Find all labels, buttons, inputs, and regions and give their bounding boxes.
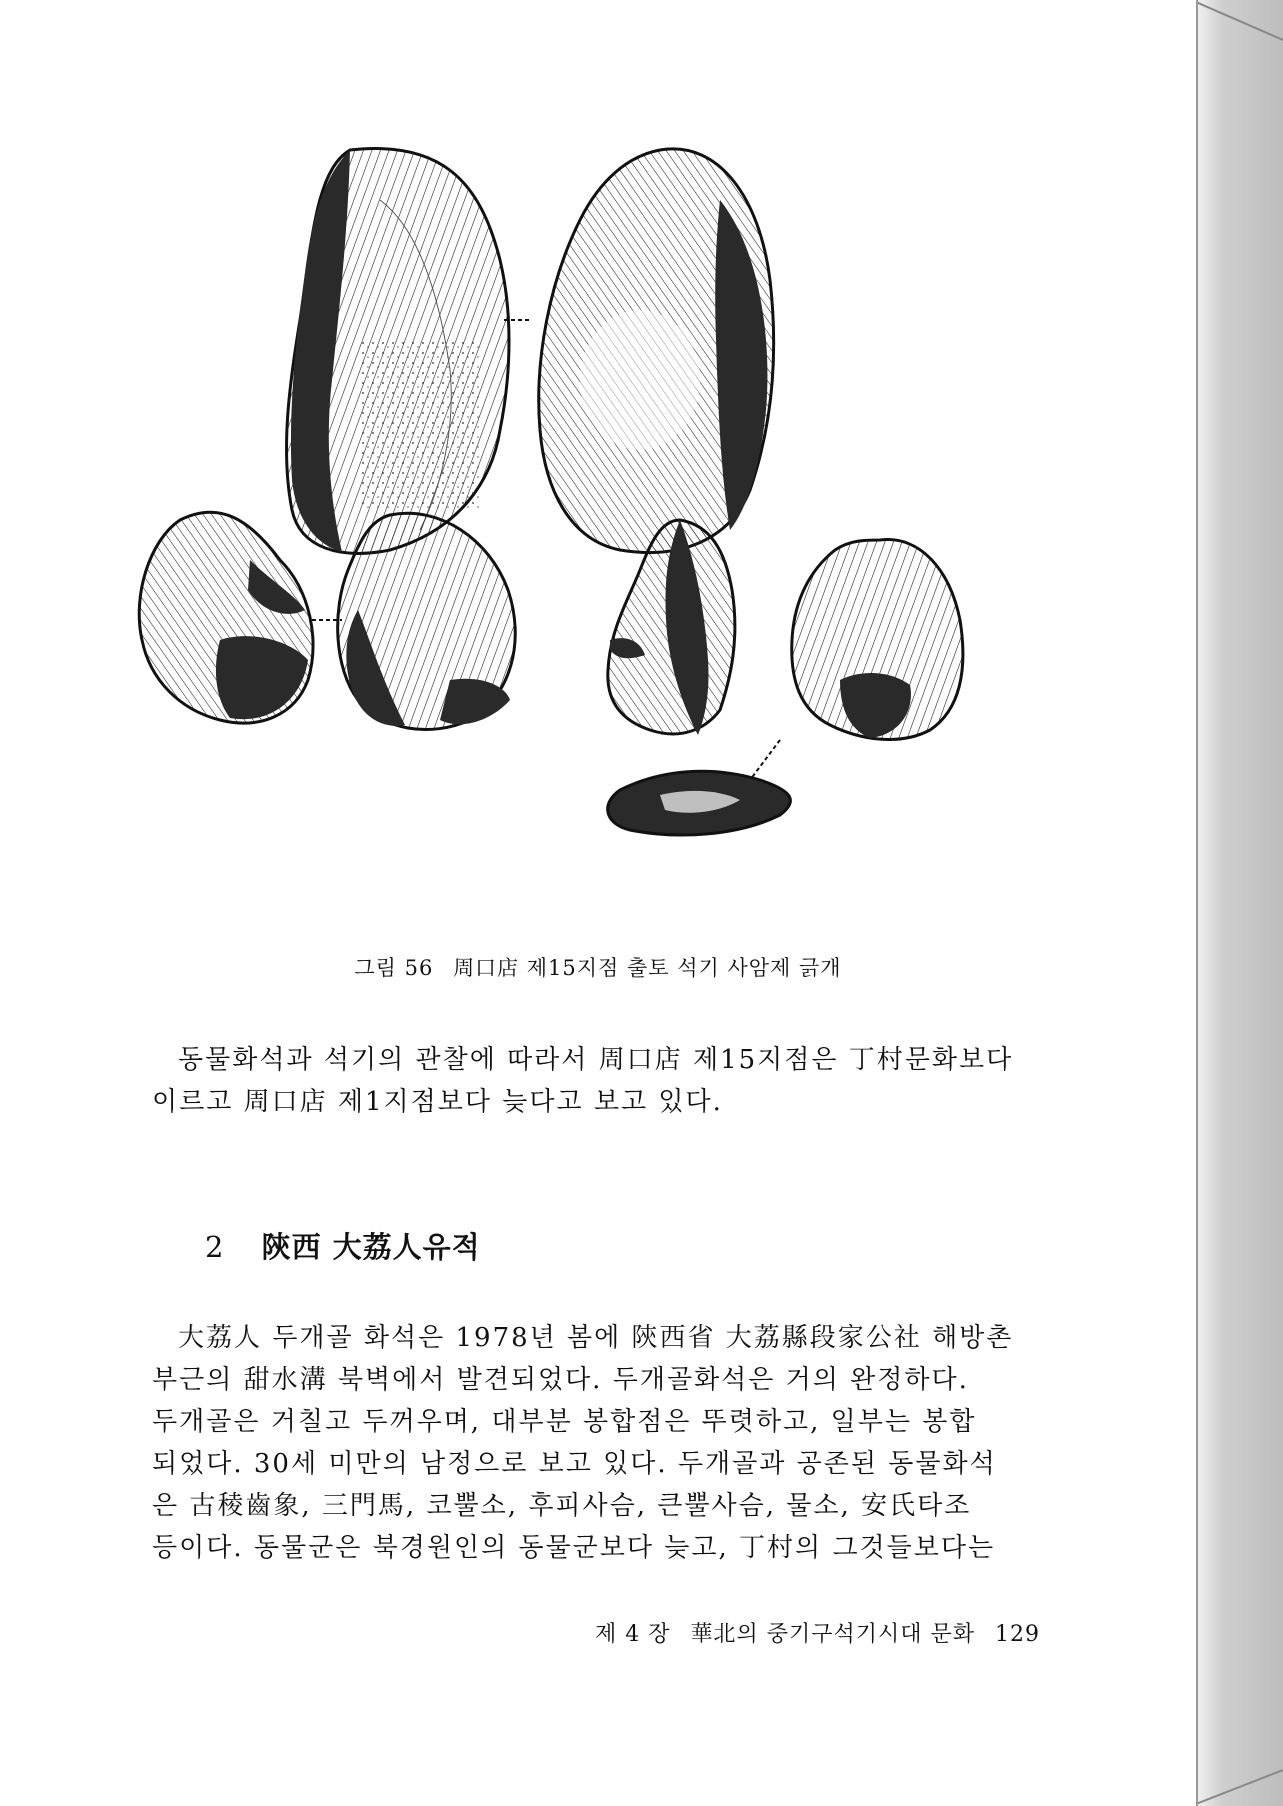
paragraph-line: 부근의 甜水溝 북벽에서 발견되었다. 두개골화석은 거의 완정하다. [152,1365,969,1395]
page-number: 129 [995,1622,1040,1647]
stone-tools-illustration [120,140,1080,920]
running-footer [520,1617,1040,1648]
paragraph-1 [152,1039,1052,1123]
figure-caption [0,952,1196,982]
paragraph-line: 되었다. 30세 미만의 남정으로 보고 있다. 두개골과 공존된 동물화석 [152,1449,997,1479]
paragraph-line: 동물화석과 석기의 관찰에 따라서 周口店 제15지점은 丁村문화보다 [178,1045,1014,1075]
footer-chapter: 제 4 장 [594,1622,671,1647]
section-heading [205,1225,481,1266]
paragraph-line: 두개골은 거칠고 두꺼우며, 대부분 봉합점은 뚜렷하고, 일부는 봉합 [152,1407,977,1437]
scraper-large-left [287,148,509,553]
paragraph-line: 이르고 周口店 제1지점보다 늦다고 보고 있다. [152,1087,723,1117]
scraper-small-2 [338,513,516,729]
figure-label: 그림 56 [354,956,434,980]
paragraph-line: 은 古稜齒象, 三門馬, 코뿔소, 후피사슴, 큰뿔사슴, 물소, 安氏타조 [152,1491,972,1521]
paragraph-2 [152,1317,1052,1569]
scraper-small-4 [792,540,963,740]
stone-tools-drawing [120,140,1080,920]
section-title: 陝西 大荔人유적 [261,1230,481,1264]
scraper-edge-view [608,771,791,835]
page-edge [1196,0,1283,1806]
scraper-large-right [539,149,774,553]
section-number: 2 [205,1230,225,1264]
page-edge-lines [1196,0,1283,1806]
figure-caption-text: 周口店 제15지점 출토 석기 사암제 긁개 [453,956,842,980]
footer-title: 華北의 중기구석기시대 문화 [690,1622,975,1647]
scraper-small-1 [139,512,313,723]
paragraph-line: 등이다. 동물군은 북경원인의 동물군보다 늦고, 丁村의 그것들보다는 [152,1533,996,1563]
paragraph-line: 大荔人 두개골 화석은 1978년 봄에 陝西省 大荔縣段家公社 해방촌 [178,1323,1014,1353]
